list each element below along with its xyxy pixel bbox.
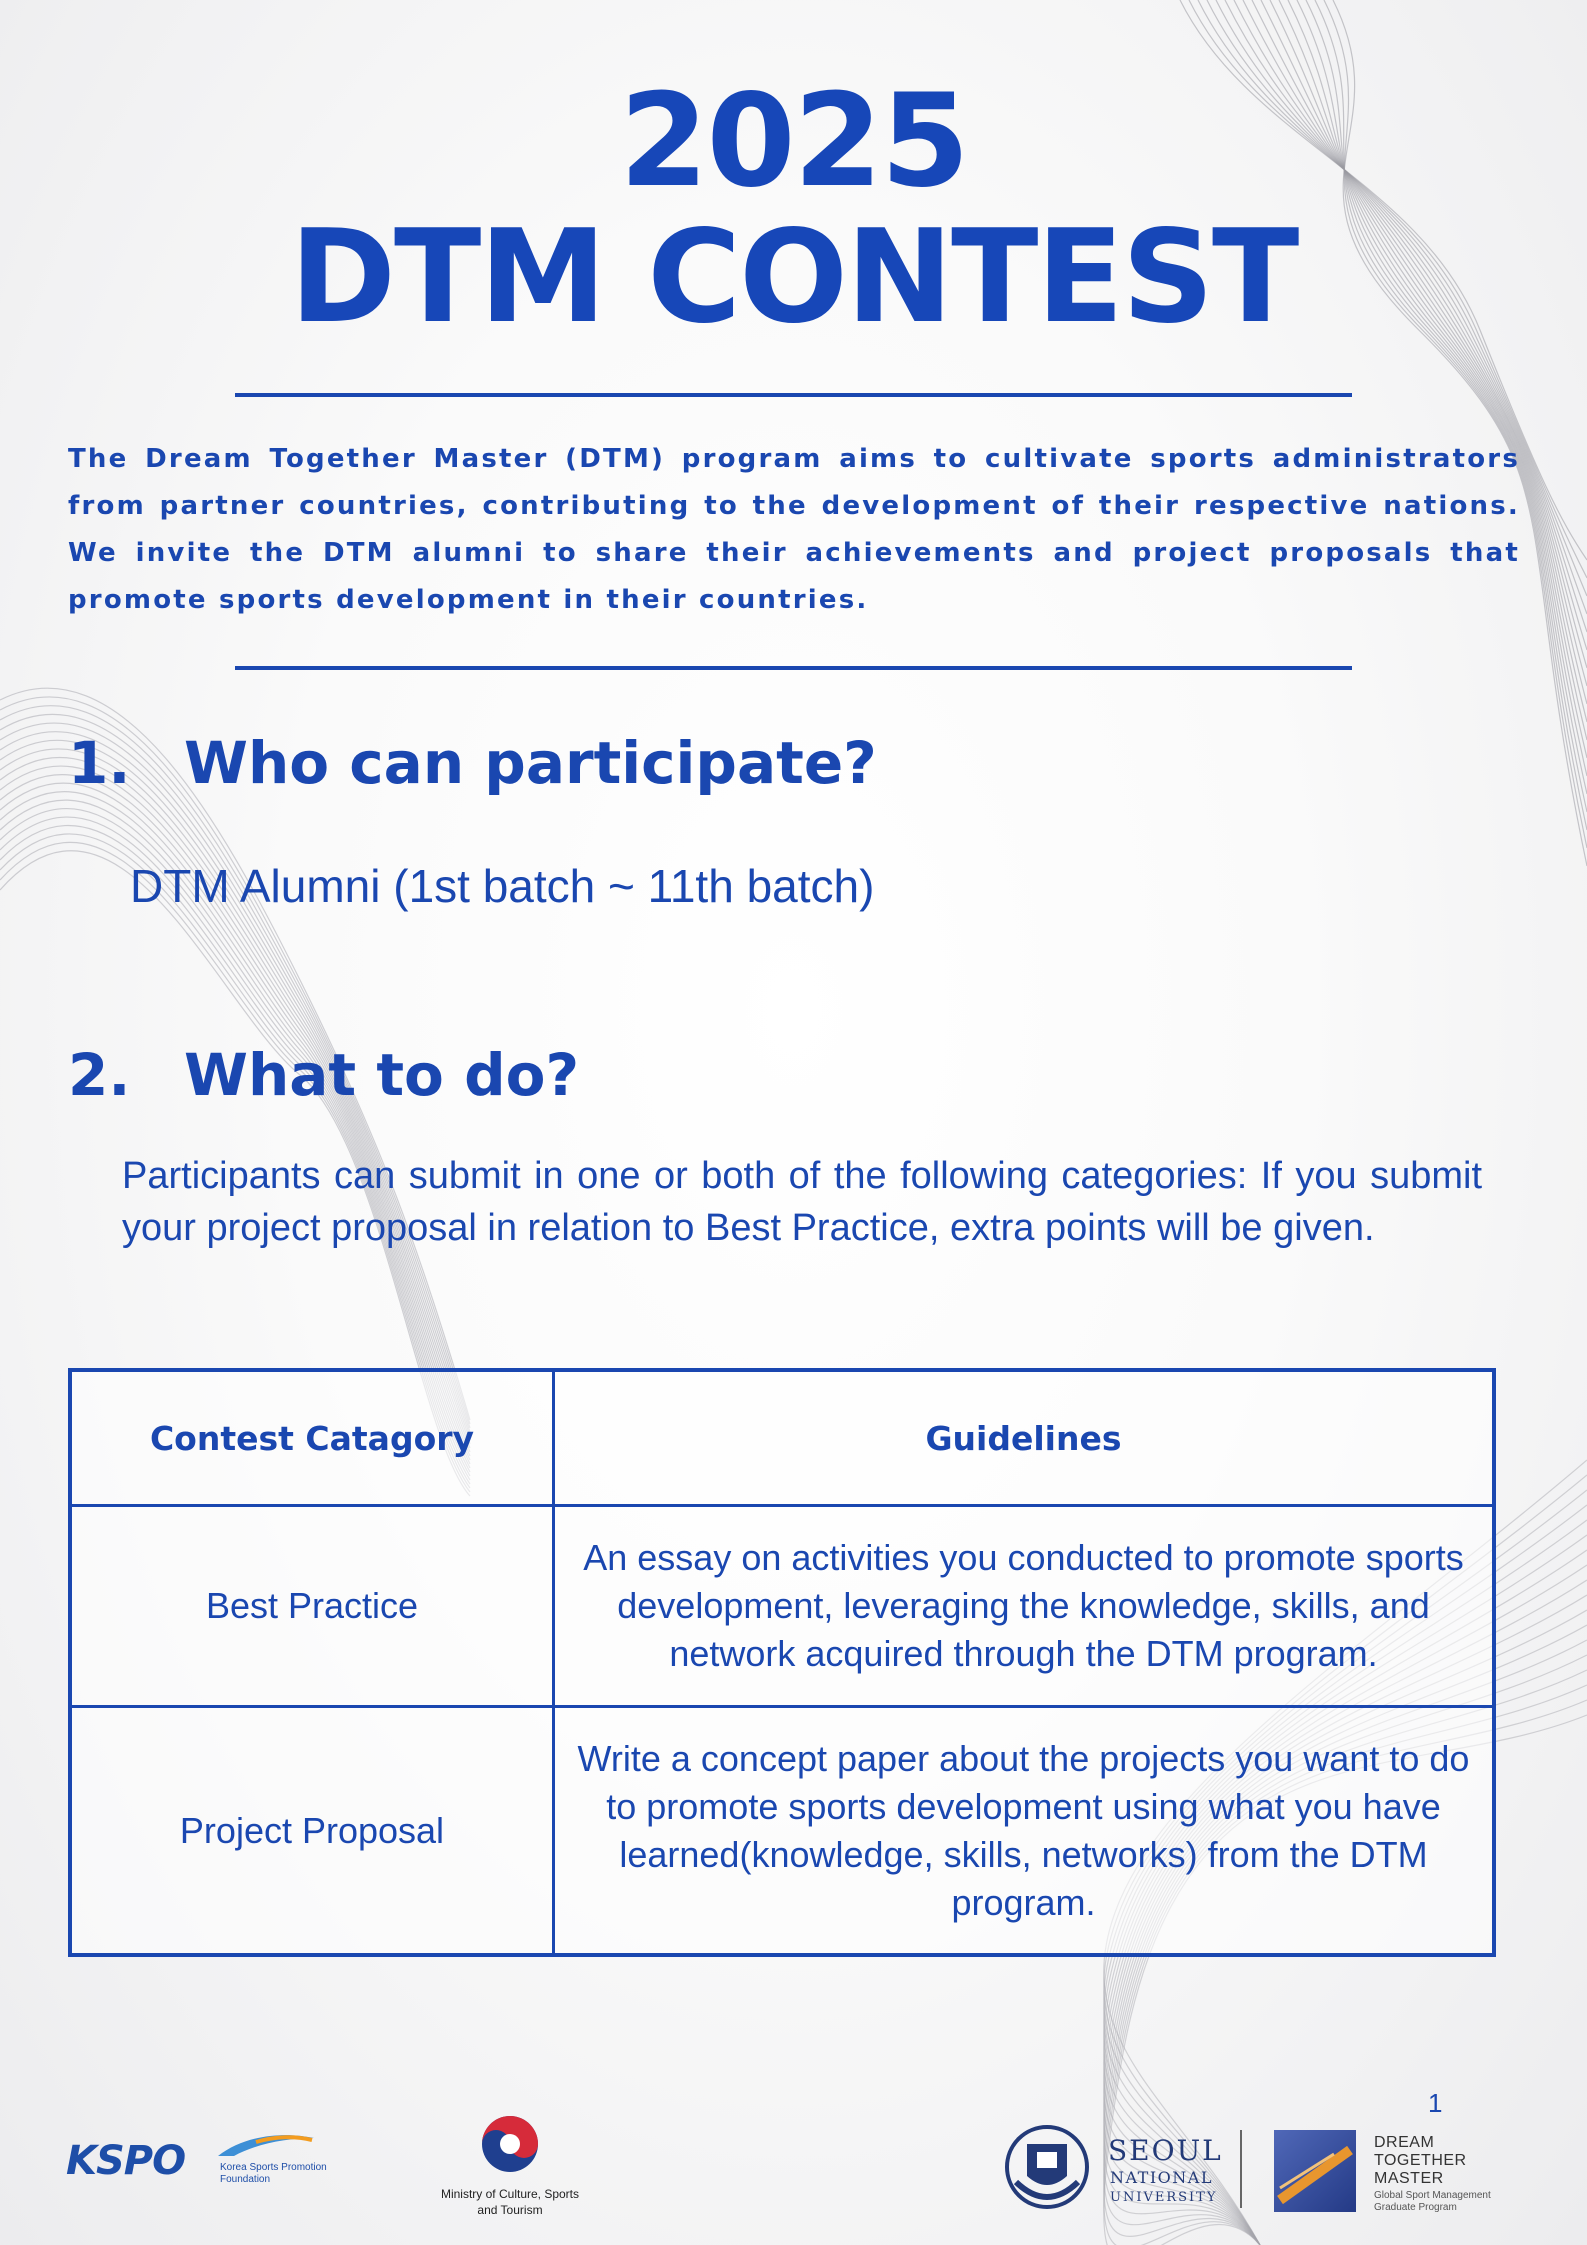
contest-category-table bbox=[68, 1368, 1496, 1957]
title-year: 2025 bbox=[619, 67, 968, 216]
kspo-subtitle: Korea Sports Promotion Foundation bbox=[220, 2162, 327, 2185]
table-header-category: Contest Catagory bbox=[72, 1372, 555, 1504]
table-cell-guideline: An essay on activities you conducted to promote sports development, leveraging the knowledge, skills, and network acquired through the DTM program. bbox=[583, 1537, 1464, 1674]
kspo-wordmark: KSPO bbox=[66, 2138, 186, 2184]
page-number: 1 bbox=[1428, 2088, 1443, 2118]
section-title: Who can participate? bbox=[184, 729, 877, 797]
table-cell-guideline: Write a concept paper about the projects you want to do to promote sports development using what you have learned(knowledge, skills, networks) from the DTM program. bbox=[577, 1737, 1470, 1923]
section-number: 1. bbox=[68, 729, 131, 797]
snu-emblem-icon bbox=[1004, 2124, 1090, 2210]
eligibility-text: DTM Alumni (1st batch ~ 11th batch) bbox=[130, 860, 875, 912]
snu-seoul-text: SEOUL bbox=[1108, 2134, 1223, 2167]
snu-logo bbox=[1004, 2124, 1234, 2216]
taegeuk-emblem-icon bbox=[480, 2114, 540, 2174]
table-header-row bbox=[72, 1372, 1492, 1504]
ministry-name: Ministry of Culture, Sports and Tourism bbox=[440, 2187, 580, 2217]
section-heading-who bbox=[68, 728, 877, 798]
dtm-master-text: MASTER bbox=[1374, 2170, 1444, 2187]
snu-national-text: NATIONAL bbox=[1110, 2168, 1213, 2187]
table-cell-category: Project Proposal bbox=[72, 1708, 555, 1953]
table-cell-category: Best Practice bbox=[72, 1507, 555, 1705]
title-main: DTM CONTEST bbox=[289, 203, 1298, 352]
kspo-logo bbox=[66, 2128, 327, 2198]
logo-divider bbox=[1240, 2130, 1242, 2208]
divider-rule-top bbox=[235, 393, 1352, 397]
dtm-together-text: TOGETHER bbox=[1374, 2152, 1467, 2169]
kspo-swoosh-icon bbox=[216, 2130, 316, 2160]
ministry-logo bbox=[430, 2114, 590, 2222]
section-title: What to do? bbox=[184, 1041, 580, 1109]
dtm-subtitle: Global Sport Management Graduate Program bbox=[1374, 2190, 1491, 2213]
divider-rule-bottom bbox=[235, 666, 1352, 670]
table-header-guidelines: Guidelines bbox=[925, 1418, 1122, 1458]
table-row bbox=[72, 1504, 1492, 1705]
dtm-dream-text: DREAM bbox=[1374, 2134, 1435, 2151]
section-number: 2. bbox=[68, 1041, 131, 1109]
dtm-logo-icon bbox=[1274, 2130, 1356, 2212]
section-heading-what bbox=[68, 1040, 579, 1110]
categories-description: Participants can submit in one or both of the following categories: If you submit your project proposal in relation to Best Practice, extra points will be given. bbox=[122, 1155, 1482, 1249]
dtm-logo bbox=[1274, 2128, 1504, 2216]
snu-university-text: UNIVERSITY bbox=[1110, 2190, 1218, 2205]
table-row bbox=[72, 1705, 1492, 1953]
intro-paragraph: The Dream Together Master (DTM) program aims to cultivate sports administrators from partner countries, contributing to the development of their respective nations. We invite the DTM alumni to share their achievements and project proposals that promote sports development in their countries. bbox=[68, 444, 1520, 615]
